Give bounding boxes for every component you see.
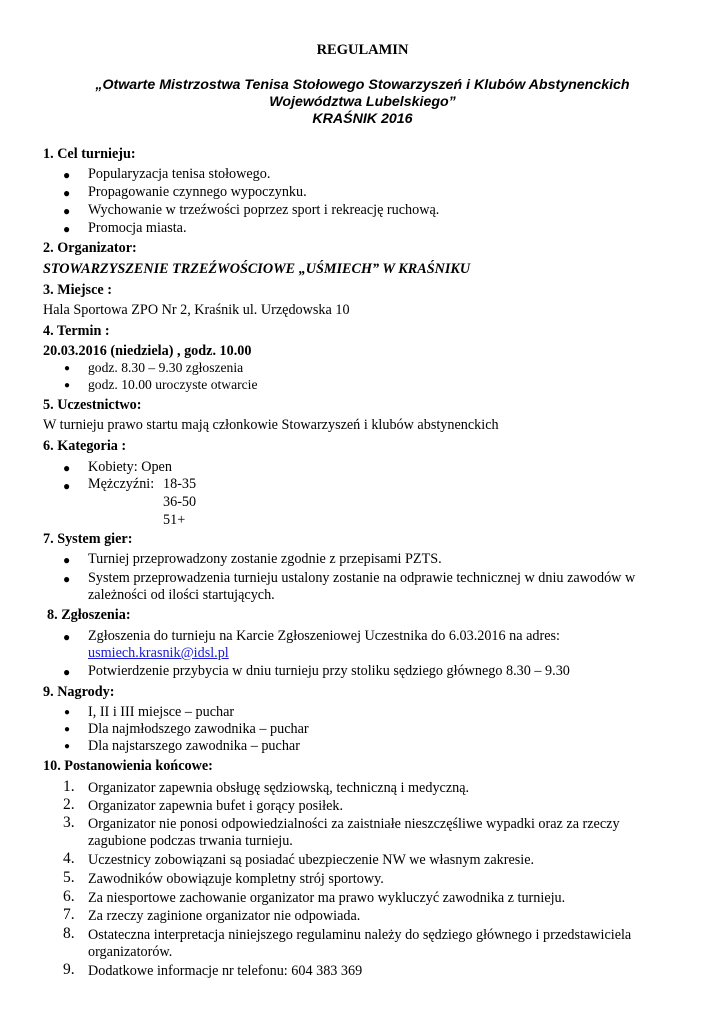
section-heading-goal: 1. Cel turnieju: [43,146,136,162]
list-item: System przeprowadzenia turnieju ustalony zostanie na odprawie technicznej w dniu zawodów w [88,570,636,586]
list-item: Popularyzacja tenisa stołowego. [88,166,271,182]
list-number: 6. [63,888,75,905]
list-item-continuation: zależności od ilości startujących. [88,587,275,603]
section-heading-prizes: 9. Nagrody: [43,684,115,700]
list-item: Zgłoszenia do turnieju na Karcie Zgłoszeniowej Uczestnika do 6.03.2016 na adres: [88,628,560,644]
section-heading-date: 4. Termin : [43,323,110,339]
list-number: 5. [63,869,75,886]
list-item: Mężczyźni: [88,476,155,492]
list-item: Za niesportowe zachowanie organizator ma prawo wykluczyć zawodnika z turnieju. [88,890,566,906]
bullet-icon: ● [63,630,71,644]
list-item-continuation: organizatorów. [88,944,173,960]
bullet-icon: ● [64,724,71,735]
age-group: 36-50 [163,494,197,510]
section-heading-registration: 8. Zgłoszenia: [47,607,131,623]
list-item: Ostateczna interpretacja niniejszego regulaminu należy do sędziego głównego i przedstawiciela [88,927,632,943]
list-item: godz. 10.00 uroczyste otwarcie [88,377,258,392]
bullet-icon: ● [64,707,71,718]
list-number: 9. [63,961,75,978]
bullet-icon: ● [64,741,71,752]
section-heading-participation: 5. Uczestnictwo: [43,397,142,413]
list-item: Organizator zapewnia obsługę sędziowską, techniczną i medyczną. [88,780,470,796]
list-number: 3. [63,814,75,831]
participation-text: W turnieju prawo startu mają członkowie Stowarzyszeń i klubów abstynenckich [43,417,499,433]
age-group: 18-35 [163,476,197,492]
list-number: 1. [63,778,75,795]
document-title: REGULAMIN [316,42,409,58]
list-item: Wychowanie w trzeźwości poprzez sport i rekreację ruchową. [88,202,440,218]
list-item: godz. 8.30 – 9.30 zgłoszenia [88,360,244,375]
document-subtitle [0,77,725,128]
bullet-icon: ● [64,363,71,374]
place-text: Hala Sportowa ZPO Nr 2, Kraśnik ul. Urzędowska 10 [43,302,350,318]
list-number: 7. [63,906,75,923]
list-item: Organizator nie ponosi odpowiedzialności za zaistniałe nieszczęśliwe wypadki oraz za rzeczy [88,816,620,832]
section-heading-place: 3. Miejsce : [43,282,112,298]
list-item: Propagowanie czynnego wypoczynku. [88,184,307,200]
list-item: Turniej przeprowadzony zostanie zgodnie z przepisami PZTS. [88,551,442,567]
bullet-icon: ● [63,168,71,182]
event-date: 20.03.2016 (niedziela) , godz. 10.00 [43,343,252,359]
bullet-icon: ● [63,553,71,567]
list-item: Organizator zapewnia bufet i gorący posiłek. [88,798,344,814]
section-heading-category: 6. Kategoria : [43,438,127,454]
bullet-icon: ● [63,186,71,200]
list-item: Dodatkowe informacje nr telefonu: 604 383 369 [88,963,363,979]
section-heading-organizer: 2. Organizator: [43,240,137,256]
list-item: Kobiety: Open [88,459,172,475]
bullet-icon: ● [63,222,71,236]
bullet-icon: ● [63,572,71,586]
list-number: 4. [63,850,75,867]
section-heading-final: 10. Postanowienia końcowe: [43,758,213,774]
organizer-name: STOWARZYSZENIE TRZEŹWOŚCIOWE „UŚMIECH” W KRAŚNIKU [43,261,471,277]
list-number: 8. [63,925,75,942]
bullet-icon: ● [63,461,71,475]
list-item: Za rzeczy zaginione organizator nie odpowiada. [88,908,361,924]
bullet-icon: ● [64,380,71,391]
list-item: Dla najstarszego zawodnika – puchar [88,738,300,754]
list-item: Uczestnicy zobowiązani są posiadać ubezpieczenie NW we własnym zakresie. [88,852,535,868]
list-item: I, II i III miejsce – puchar [88,704,235,720]
age-group: 51+ [163,512,186,528]
list-item: Promocja miasta. [88,220,187,236]
list-item: Zawodników obowiązuje kompletny strój sportowy. [88,871,384,887]
bullet-icon: ● [63,479,71,493]
list-item: Potwierdzenie przybycia w dniu turnieju przy stoliku sędziego głównego 8.30 – 9.30 [88,663,570,679]
bullet-icon: ● [63,204,71,218]
email-link[interactable]: usmiech.krasnik@idsl.pl [88,645,229,661]
bullet-icon: ● [63,665,71,679]
subtitle-line: KRAŚNIK 2016 [312,111,413,127]
list-number: 2. [63,796,75,813]
list-item-continuation: zagubione podczas trwania turnieju. [88,833,293,849]
list-item: Dla najmłodszego zawodnika – puchar [88,721,309,737]
subtitle-line: „Otwarte Mistrzostwa Tenisa Stołowego Stowarzyszeń i Klubów Abstynenckich [95,77,630,93]
subtitle-line: Województwa Lubelskiego” [269,94,456,110]
section-heading-system: 7. System gier: [43,531,133,547]
